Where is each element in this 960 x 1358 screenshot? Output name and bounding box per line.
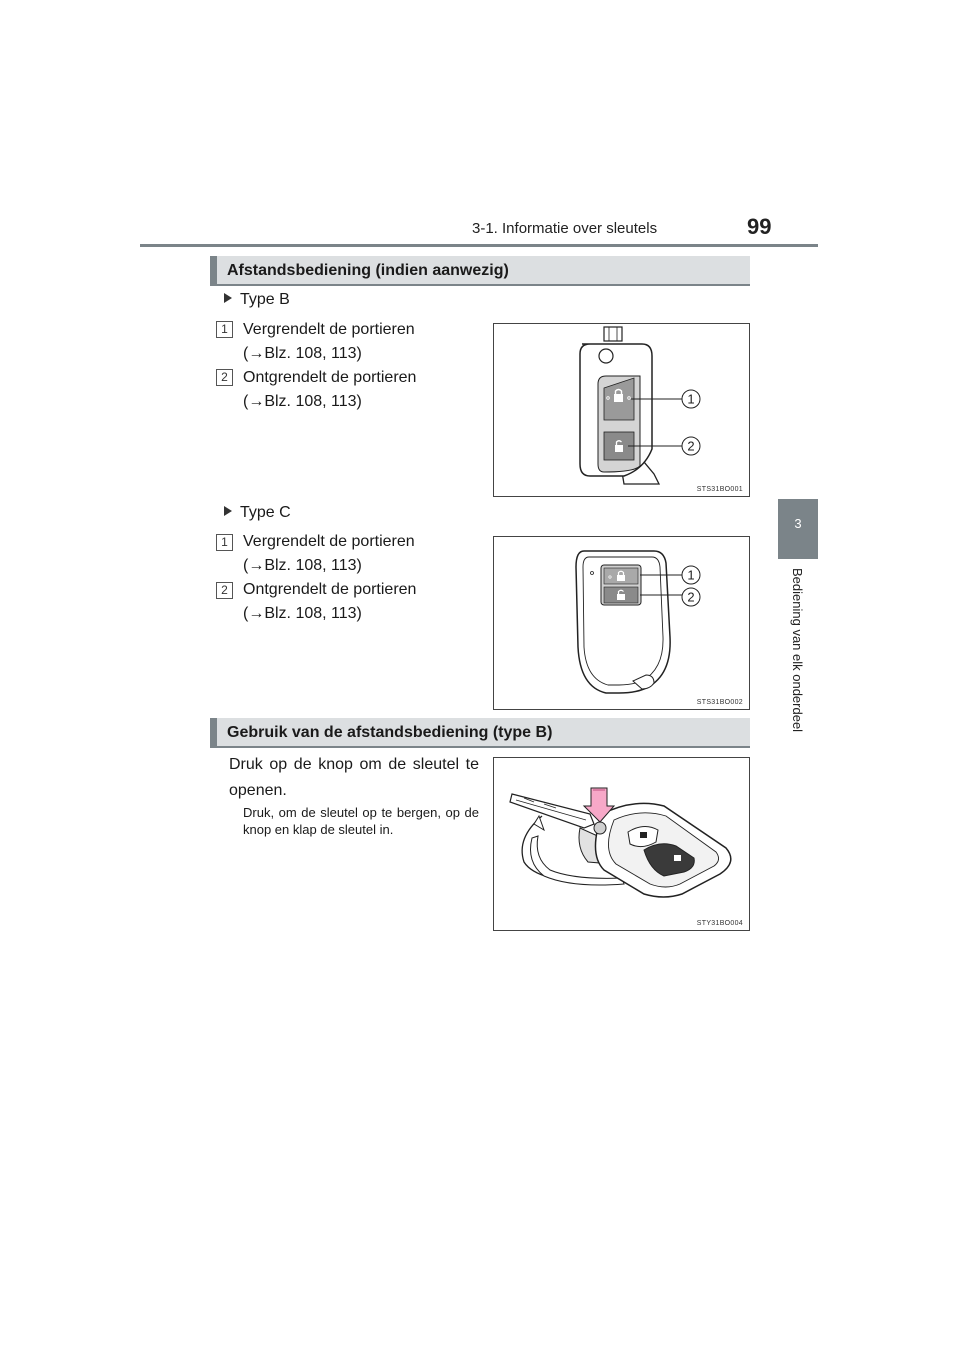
section-heading-remote	[210, 256, 750, 286]
type-c-item-lock	[243, 530, 415, 578]
item-number-badge: 2	[216, 369, 233, 386]
page-number: 99	[747, 214, 772, 239]
instruction-note: Druk, om de sleutel op te bergen, op de knop en klap de sleutel in.	[243, 805, 479, 837]
section-title: Afstandsbediening (indien aanwezig)	[227, 262, 509, 279]
type-c-item-unlock	[243, 578, 416, 626]
section-title: Gebruik van de afstandsbediening (type B)	[227, 724, 553, 741]
item-number-badge: 2	[216, 582, 233, 599]
reference-link[interactable]: Blz. 108, 113	[264, 393, 357, 410]
item-reference: (→Blz. 108, 113)	[243, 345, 362, 362]
instruction-paragraph: Druk op de knop om de sleutel te openen.	[229, 756, 479, 799]
chapter-side-label	[786, 568, 806, 868]
item-description: Ontgrendelt de portieren	[243, 581, 417, 598]
item-reference: (→Blz. 108, 113)	[243, 605, 362, 622]
figure-type-b-remote	[493, 323, 750, 497]
type-b-item-lock	[243, 318, 415, 366]
chapter-title: Bediening van elk onderdeel	[790, 568, 805, 733]
callout-2: 2	[687, 438, 695, 454]
callout-1: 1	[687, 391, 695, 407]
item-description: Ontgrendelt de portieren	[243, 369, 417, 386]
chapter-tab	[778, 499, 818, 559]
key-fold-illustration	[494, 758, 749, 930]
item-reference: (→Blz. 108, 113)	[243, 557, 362, 574]
item-number-badge: 1	[216, 321, 233, 338]
figure-code: STS31BO001	[696, 486, 743, 493]
section-heading-usage	[210, 718, 750, 748]
lock-icon	[640, 832, 647, 838]
item-reference: (→Blz. 108, 113)	[243, 393, 362, 410]
type-c-heading	[224, 504, 291, 522]
figure-code: STY31BO004	[696, 920, 743, 927]
item-description: Vergrendelt de portieren	[243, 533, 415, 550]
type-c-label: Type C	[240, 504, 291, 521]
arrow-ref-icon: →	[248, 605, 265, 622]
remote-type-b-illustration	[494, 324, 749, 496]
arrow-ref-icon: →	[248, 345, 265, 362]
item-number-badge: 1	[216, 534, 233, 551]
figure-key-fold	[493, 757, 750, 931]
reference-link[interactable]: Blz. 108, 113	[264, 605, 357, 622]
callout-2: 2	[687, 589, 695, 605]
reference-link[interactable]: Blz. 108, 113	[264, 345, 357, 362]
header-rule	[140, 244, 818, 247]
callout-1: 1	[687, 567, 695, 583]
chapter-number: 3	[794, 516, 802, 531]
type-b-heading	[224, 291, 290, 309]
triangle-bullet-icon	[224, 506, 232, 516]
type-b-item-unlock	[243, 366, 416, 414]
remote-type-c-illustration	[494, 537, 749, 709]
arrow-ref-icon: →	[248, 393, 265, 410]
type-b-label: Type B	[240, 291, 290, 308]
arrow-ref-icon: →	[248, 557, 265, 574]
reference-link[interactable]: Blz. 108, 113	[264, 557, 357, 574]
figure-type-c-remote	[493, 536, 750, 710]
unlock-icon	[674, 855, 681, 861]
item-description: Vergrendelt de portieren	[243, 321, 415, 338]
figure-code: STS31BO002	[696, 699, 743, 706]
triangle-bullet-icon	[224, 293, 232, 303]
running-header-section: 3-1. Informatie over sleutels	[472, 220, 658, 237]
